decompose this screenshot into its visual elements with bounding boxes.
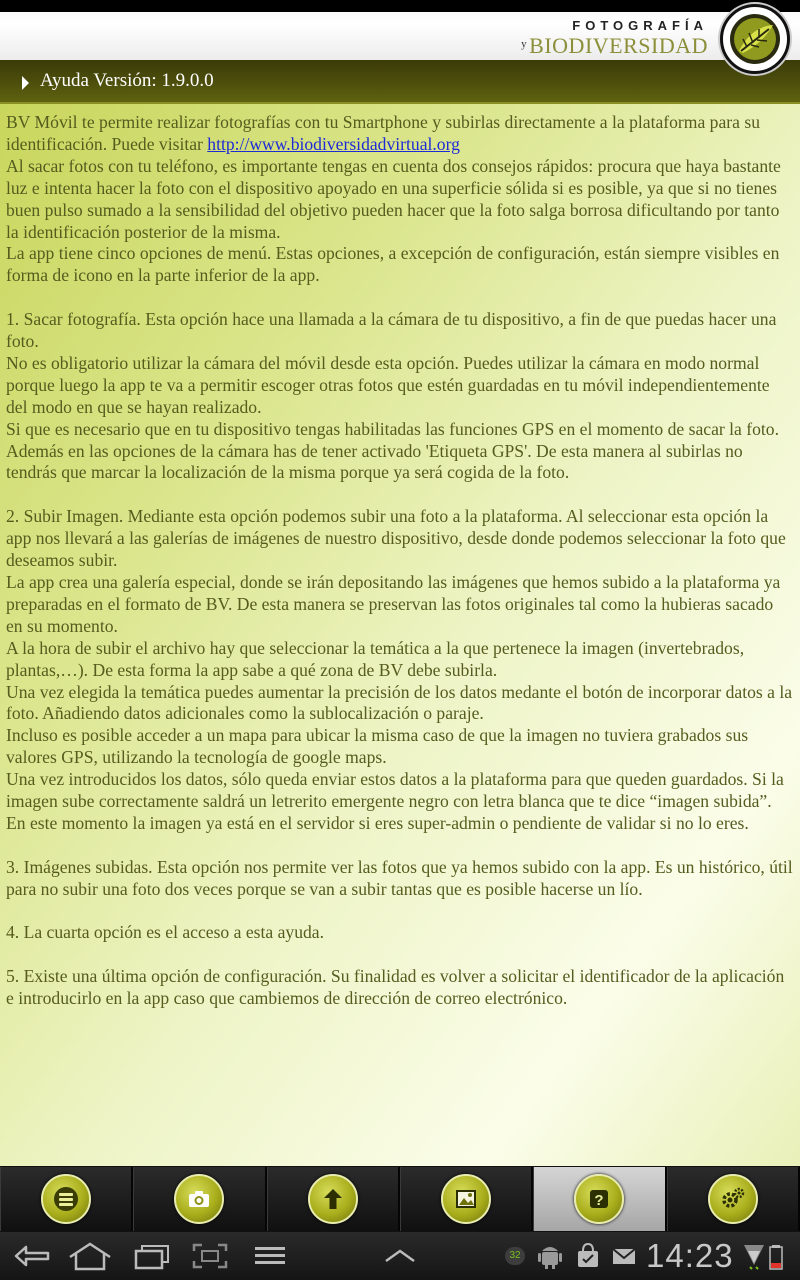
uploaded-images-button[interactable] bbox=[400, 1167, 533, 1231]
intro-paragraph bbox=[6, 112, 794, 156]
gallery-icon bbox=[441, 1174, 491, 1224]
settings-button[interactable] bbox=[667, 1167, 800, 1231]
help-question-icon bbox=[574, 1174, 624, 1224]
bottom-toolbar bbox=[0, 1166, 800, 1232]
menu-lines-icon bbox=[252, 1241, 288, 1271]
android-system-bar bbox=[0, 1232, 800, 1280]
brand-logo-emblem bbox=[720, 4, 790, 74]
screenshot-button[interactable] bbox=[190, 1240, 230, 1272]
section-4-paragraph: 4. La cuarta opción es el acceso a esta ayuda. bbox=[6, 922, 324, 943]
section-2-paragraph-b: La app crea una galería especial, donde se irán depositando las imágenes que hemos subido a la plataforma ya preparadas en el formato de BV. De esta manera se preservan las fotos originales tal como la hubieras sacado en su momento. bbox=[6, 572, 781, 636]
battery-icon bbox=[768, 1241, 784, 1271]
section-2-paragraph-f: Una vez introducidos los datos, sólo queda enviar estos datos a la plataforma para que queden guardados. Si la imagen sube correctamente saldrá un letrerito emergente negro con letra blanca que te dice “imagen subida”. En este momento la imagen ya está en el servidor si eres super-admin o pendiente de validar si no lo eres. bbox=[6, 769, 784, 833]
android-debug-notification[interactable] bbox=[536, 1240, 564, 1272]
home-icon bbox=[66, 1241, 114, 1271]
recent-apps-icon bbox=[132, 1241, 172, 1271]
section-1-paragraph-c: Si que es necesario que en tu dispositivo tengas habilitadas las funciones GPS en el momento de sacar la foto. Además en las opciones de la cámara has de tener activado 'Etiqueta GPS'. De esta manera al subirlas no tendrás que marcar la localización de la misma porque ya será cogida de la foto. bbox=[6, 418, 779, 483]
mail-notification[interactable] bbox=[610, 1240, 638, 1272]
shopping-bag-icon bbox=[574, 1241, 602, 1271]
section-2-paragraph-e: Incluso es posible acceder a un mapa para ubicar la misma caso de que la imagen no tuviera grabados sus valores GPS, utilizando la tecnología de google maps. bbox=[6, 725, 749, 768]
android-robot-icon bbox=[536, 1241, 564, 1271]
camera-icon bbox=[174, 1174, 224, 1224]
logo-y: y bbox=[521, 38, 528, 50]
upload-image-button[interactable] bbox=[267, 1167, 400, 1231]
section-1-paragraph-a: 1. Sacar fotografía. Esta opción hace una llamada a la cámara de tu dispositivo, a fin de que puedas hacer una foto. bbox=[6, 309, 777, 352]
shopping-notification[interactable] bbox=[574, 1240, 602, 1272]
help-title-bar bbox=[0, 60, 800, 104]
section-2-paragraph-a: 2. Subir Imagen. Mediante esta opción podemos subir una foto a la plataforma. Al seleccionar esta opción la app nos llevará a las galerías de imágenes de nuestro dispositivo, desde donde podemos seleccionar la foto que deseamos subir. bbox=[6, 506, 786, 571]
expand-arrow-icon bbox=[22, 76, 29, 90]
notification-count-badge[interactable]: 32 bbox=[505, 1247, 525, 1265]
menu-overflow-button[interactable] bbox=[252, 1240, 288, 1272]
back-button[interactable] bbox=[12, 1240, 52, 1272]
battery-status[interactable] bbox=[768, 1240, 784, 1272]
svg-text:?: ? bbox=[594, 1192, 605, 1209]
logo-bottom-line bbox=[521, 33, 708, 57]
help-button[interactable] bbox=[533, 1167, 666, 1231]
home-button[interactable] bbox=[66, 1240, 114, 1272]
status-strip bbox=[0, 0, 800, 12]
upload-arrow-icon bbox=[308, 1174, 358, 1224]
menu-list-icon bbox=[41, 1174, 91, 1224]
intro-text: BV Móvil te permite realizar fotografías con tu Smartphone y subirlas directamente a la plataforma para su identificación. Puede visitar bbox=[6, 112, 760, 154]
recent-apps-button[interactable] bbox=[132, 1240, 172, 1272]
mail-icon bbox=[610, 1241, 638, 1271]
page-title: Ayuda Versión: 1.9.0.0 bbox=[40, 70, 214, 91]
menu-options-paragraph: La app tiene cinco opciones de menú. Estas opciones, a excepción de configuración, están siempre visibles en forma de icono en la parte inferior de la app. bbox=[6, 243, 780, 286]
chevron-up-icon bbox=[382, 1241, 418, 1271]
app-tray-button[interactable] bbox=[382, 1240, 418, 1272]
leaf-emblem-icon bbox=[729, 13, 781, 65]
signal-strength-icon bbox=[742, 1241, 766, 1271]
section-3-paragraph: 3. Imágenes subidas. Esta opción nos permite ver las fotos que ya hemos subido con la app. Es un histórico, útil para no subir una foto dos veces porque se van a subir tantas que es posible hacerse un lío. bbox=[6, 856, 793, 899]
website-link[interactable]: http://www.biodiversidadvirtual.org bbox=[207, 133, 460, 154]
help-content[interactable] bbox=[0, 104, 800, 1166]
take-photo-button[interactable] bbox=[133, 1167, 266, 1231]
tips-paragraph: Al sacar fotos con tu teléfono, es importante tengas en cuenta dos consejos rápidos: procura que haya bastante luz e intenta hacer la foto con el dispositivo apoyado en una superficie sólida si es posible, ya que si no tienes buen pulso sumado a la sensibilidad del objetivo pueden hacer que la foto salga borrosa dificultando por tanto la identificación posterior de la misma. bbox=[6, 155, 781, 242]
logo-bottom-text: BIODIVERSIDAD bbox=[529, 33, 708, 58]
screenshot-icon bbox=[190, 1241, 230, 1271]
settings-gear-icon bbox=[708, 1174, 758, 1224]
back-arrow-icon bbox=[12, 1241, 52, 1271]
section-1-paragraph-b: No es obligatorio utilizar la cámara del móvil desde esta opción. Puedes utilizar la cámara en modo normal porque luego la app te va a permitir escoger otras fotos que estén guardadas en tu móvil independientemente del modo en que se hayan realizado. bbox=[6, 352, 770, 417]
clock[interactable]: 14:23 bbox=[646, 1237, 734, 1274]
section-2-paragraph-c: A la hora de subir el archivo hay que seleccionar la temática a la que pertenece la imagen (invertebrados, plantas,…). De esta forma la app sabe a qué zona de BV debe subirla. bbox=[6, 637, 745, 680]
section-2-paragraph-d: Una vez elegida la temática puedes aumentar la precisión de los datos medante el botón de incorporar datos a la foto. Añadiendo datos adicionales como la sublocalización o paraje. bbox=[6, 681, 793, 724]
section-5-paragraph: 5. Existe una última opción de configuración. Su finalidad es volver a solicitar el identificador de la aplicación e introducirlo en la app caso que cambiemos de dirección de correo electrónico. bbox=[6, 966, 785, 1009]
brand-logo-text bbox=[521, 18, 708, 57]
signal-status[interactable] bbox=[742, 1240, 766, 1272]
logo-top-text: FOTOGRAFÍA bbox=[572, 18, 708, 33]
app-header bbox=[0, 0, 800, 60]
menu-button[interactable] bbox=[0, 1167, 133, 1231]
